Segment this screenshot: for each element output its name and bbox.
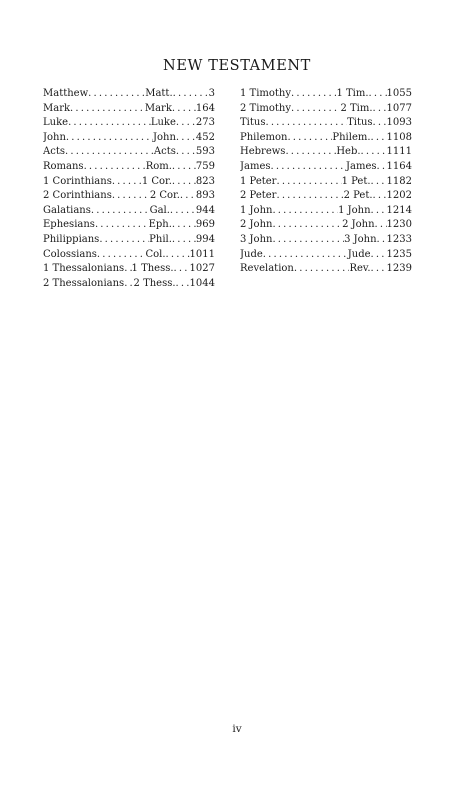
book-entry: [43, 189, 215, 204]
dot-leader: [172, 175, 196, 190]
book-entry: [43, 102, 215, 117]
book-name: Hebrews: [240, 146, 286, 158]
dot-leader: [166, 248, 190, 263]
page-number: 1214: [386, 204, 412, 216]
book-entry: [240, 131, 412, 146]
book-name: Colossians: [43, 248, 97, 260]
dot-leader: [371, 175, 387, 190]
book-name: Acts: [43, 146, 65, 158]
book-abbreviation: Mark: [144, 102, 172, 114]
book-abbreviation: 1 Cor.: [141, 175, 172, 187]
book-entry: [240, 175, 412, 190]
book-entry: [43, 262, 215, 277]
book-abbreviation: Col.: [145, 248, 166, 260]
book-name: Luke: [43, 117, 69, 129]
dot-leader: [271, 160, 347, 175]
book-abbreviation: James: [346, 160, 377, 172]
dot-leader: [65, 145, 154, 160]
page-number: 1055: [386, 88, 412, 99]
dot-leader: [373, 116, 387, 131]
page-number: 1182: [386, 175, 412, 187]
page-number: 969: [195, 219, 215, 231]
book-name: James: [240, 160, 271, 172]
book-abbreviation: Rev.: [349, 263, 371, 275]
page-number: 1077: [386, 102, 412, 114]
dot-leader: [373, 189, 387, 204]
book-abbreviation: Gal.: [149, 204, 170, 216]
dot-leader: [377, 160, 387, 175]
book-entry: [240, 189, 412, 204]
book-entry: [240, 233, 412, 248]
page-number: 759: [195, 160, 215, 172]
book-name: 2 Thessalonians: [43, 277, 125, 289]
book-abbreviation: Phil.: [149, 233, 172, 245]
book-entry: [43, 160, 215, 175]
dot-leader: [285, 145, 336, 160]
book-entry: [240, 204, 412, 219]
book-abbreviation: 1 Pet.: [341, 175, 371, 187]
dot-leader: [112, 175, 142, 190]
book-name: Mark: [43, 102, 71, 114]
dot-leader: [276, 189, 343, 204]
dot-leader: [176, 131, 196, 146]
book-entry: [43, 175, 215, 190]
book-abbreviation: Matt.: [145, 88, 173, 99]
dot-leader: [371, 262, 387, 277]
dot-leader: [176, 145, 196, 160]
book-entry: [43, 116, 215, 131]
page-number: 1111: [386, 146, 412, 158]
right-column: [240, 87, 412, 277]
page-number: 893: [195, 190, 215, 202]
page-number: 944: [195, 204, 215, 216]
page-number: 593: [195, 146, 215, 158]
book-abbreviation: John: [152, 131, 176, 143]
book-abbreviation: 2 Tim.: [340, 102, 373, 114]
page-number: 1044: [189, 277, 215, 289]
page-number: 3: [208, 88, 215, 99]
book-entry: [240, 248, 412, 263]
dot-leader: [263, 248, 348, 263]
book-abbreviation: 2 Pet.: [343, 190, 373, 202]
page-number: 1011: [189, 248, 215, 260]
page-number: 1235: [386, 248, 412, 260]
dot-leader: [66, 131, 153, 146]
book-entry: [240, 160, 412, 175]
book-entry: [240, 218, 412, 233]
book-name: Galatians: [43, 204, 91, 216]
book-abbreviation: 2 John: [342, 219, 375, 231]
page-number: 452: [195, 131, 215, 143]
dot-leader: [361, 145, 387, 160]
dot-leader: [174, 262, 190, 277]
book-name: Jude: [240, 248, 263, 260]
dot-leader: [373, 102, 387, 117]
book-name: 1 Corinthians: [43, 175, 112, 187]
dot-leader: [272, 218, 342, 233]
dot-leader: [124, 277, 133, 292]
dot-leader: [371, 131, 387, 146]
book-abbreviation: 1 Tim.: [336, 88, 369, 99]
book-entry: [240, 116, 412, 131]
book-name: 2 Peter: [240, 190, 277, 202]
dot-leader: [287, 131, 332, 146]
dot-leader: [172, 233, 196, 248]
page-number: 1230: [386, 219, 412, 231]
dot-leader: [176, 277, 190, 292]
dot-leader: [97, 248, 146, 263]
dot-leader: [291, 102, 340, 117]
dot-leader: [294, 262, 350, 277]
page-number: 1202: [386, 190, 412, 202]
dot-leader: [88, 87, 145, 102]
dot-leader: [371, 204, 387, 219]
book-entry: [43, 248, 215, 263]
dot-leader: [99, 233, 149, 248]
dot-leader: [124, 262, 131, 277]
dot-leader: [276, 175, 341, 190]
page-number: 1164: [386, 160, 412, 172]
left-column: [43, 87, 215, 291]
dot-leader: [291, 87, 336, 102]
book-entry: [240, 87, 412, 102]
book-name: 1 Timothy: [240, 88, 292, 99]
book-name: Matthew: [43, 88, 89, 99]
dot-leader: [68, 116, 151, 131]
page-number: 273: [195, 117, 215, 129]
book-name: Romans: [43, 160, 84, 172]
book-name: Philemon: [240, 131, 288, 143]
book-abbreviation: 3 John: [344, 233, 377, 245]
book-entry: [240, 262, 412, 277]
book-name: Titus: [240, 117, 266, 129]
dot-leader: [265, 116, 347, 131]
book-abbreviation: Heb.: [336, 146, 361, 158]
book-name: Philippians: [43, 233, 100, 245]
book-name: Revelation: [240, 263, 294, 275]
dot-leader: [377, 233, 387, 248]
book-entry: [43, 145, 215, 160]
dot-leader: [176, 116, 196, 131]
book-name: 3 John: [240, 233, 273, 245]
dot-leader: [369, 87, 387, 102]
page-number: 1239: [386, 263, 412, 275]
dot-leader: [180, 189, 196, 204]
dot-leader: [375, 218, 387, 233]
book-entry: [43, 204, 215, 219]
page-number: 1108: [386, 131, 412, 143]
dot-leader: [91, 204, 150, 219]
dot-leader: [112, 189, 150, 204]
dot-leader: [70, 102, 145, 117]
book-abbreviation: Luke: [150, 117, 176, 129]
page-number: 1093: [386, 117, 412, 129]
dot-leader: [95, 218, 149, 233]
book-abbreviation: Rom.: [145, 160, 172, 172]
book-abbreviation: 1 John: [338, 204, 371, 216]
page-number: 1233: [386, 233, 412, 245]
book-entry: [43, 277, 215, 292]
book-name: John: [43, 131, 66, 143]
dot-leader: [84, 160, 146, 175]
book-name: Ephesians: [43, 219, 95, 231]
book-abbreviation: 1 Thess.: [131, 263, 174, 275]
book-abbreviation: 2 Cor.: [149, 190, 180, 202]
book-abbreviation: Philem.: [332, 131, 371, 143]
dot-leader: [170, 204, 196, 219]
book-abbreviation: 2 Thess.: [133, 277, 176, 289]
book-entry: [43, 131, 215, 146]
book-entry: [240, 102, 412, 117]
dot-leader: [172, 160, 196, 175]
page-number: 994: [195, 233, 215, 245]
book-entry: [43, 87, 215, 102]
page-number: 164: [195, 102, 215, 114]
page-number: 1027: [189, 263, 215, 275]
book-entry: [43, 233, 215, 248]
book-name: 1 John: [240, 204, 273, 216]
book-name: 2 Timothy: [240, 102, 292, 114]
book-entry: [43, 218, 215, 233]
dot-leader: [272, 204, 338, 219]
book-name: 1 Peter: [240, 175, 277, 187]
book-name: 2 John: [240, 219, 273, 231]
dot-leader: [173, 87, 209, 102]
dot-leader: [172, 218, 196, 233]
dot-leader: [172, 102, 196, 117]
book-abbreviation: Acts: [153, 146, 176, 158]
page-folio: iv: [232, 723, 242, 735]
book-abbreviation: Jude: [347, 248, 371, 260]
book-entry: [240, 145, 412, 160]
book-abbreviation: Titus: [347, 117, 373, 129]
book-name: 2 Corinthians: [43, 190, 112, 202]
page-title: NEW TESTAMENT: [163, 58, 311, 74]
dot-leader: [272, 233, 344, 248]
dot-leader: [371, 248, 387, 263]
book-abbreviation: Eph.: [148, 219, 172, 231]
book-name: 1 Thessalonians: [43, 263, 125, 275]
page-number: 823: [195, 175, 215, 187]
